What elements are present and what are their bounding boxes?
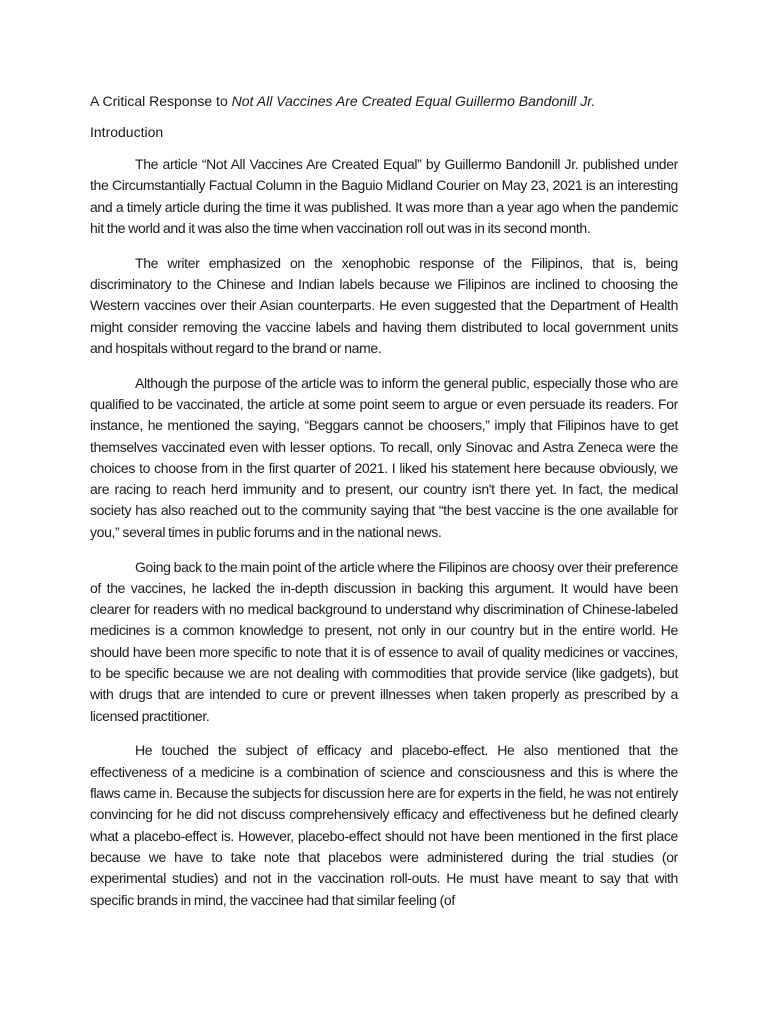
paragraph-1: The article “Not All Vaccines Are Created Equal” by Guillermo Bandonill Jr. published under the Circumstantially Factual Column in the Baguio Midland Courier on May 23, 2021 is an interesting and a timely article during the time it was published. It was more than a year ago when the pandemic hit the world and it was also the time when vaccination roll out was in its second month. (90, 156, 678, 236)
section-heading: Introduction (90, 124, 164, 140)
paragraph-2: The writer emphasized on the xenophobic response of the Filipinos, that is, being discriminatory to the Chinese and Indian labels because we Filipinos are inclined to choosing the Western vaccines over their Asian counterparts. He even suggested that the Department of Health might consider removing the vaccine labels and having them distributed to local government units and hospitals without regard to the brand or name. (90, 254, 678, 356)
paragraph-3: Although the purpose of the article was to inform the general public, especially those who are qualified to be vaccinated, the article at some point seem to argue or even persuade its readers. For instance, he mentioned the saying, “Beggars cannot be choosers,” imply that Filipinos have to get themselves vaccinated even with lesser options. To recall, only Sinovac and Astra Zeneca were the choices to choose from in the first quarter of 2021. I liked his statement here because obviously, we are racing to reach herd immunity and to present, our country isn't there yet. In fact, the medical society has also reached out to the community saying that “the best vaccine is the one available for you,” several times in public forums and in the national news. (90, 374, 678, 540)
title-prefix: A Critical Response to (90, 93, 232, 109)
paragraph-4: Going back to the main point of the article where the Filipinos are choosy over their preference of the vaccines, he lacked the in-depth discussion in backing this argument. It would have been clearer for readers with no medical background to understand why discrimination of Chinese-labeled medicines is a common knowledge to present, not only in our country but in the entire world. He should have been more specific to note that it is of essence to avail of quality medicines or vaccines, to be specific because we are not dealing with commodities that provide service (like gadgets), but with drugs that are intended to cure or prevent illnesses when taken properly as prescribed by a licensed practitioner. (90, 558, 678, 724)
paragraph-5: He touched the subject of efficacy and placebo-effect. He also mentioned that the effectiveness of a medicine is a combination of science and consciousness and this is where the flaws came in. Because the subjects for discussion here are for experts in the field, he was not entirely convincing for he did not discuss comprehensively efficacy and effectiveness but he defined clearly what a placebo-effect is. However, placebo-effect should not have been mentioned in the first place because we have to take note that placebos were administered during the trial studies (or experimental studies) and not in the vaccination roll-outs. He must have meant to say that with specific brands in mind, the vaccinee had that similar feeling (of (90, 742, 678, 908)
document-body (90, 92, 678, 924)
title-italic: Not All Vaccines Are Created Equal Guillermo Bandonill Jr. (231, 93, 596, 109)
document-title (90, 92, 678, 111)
